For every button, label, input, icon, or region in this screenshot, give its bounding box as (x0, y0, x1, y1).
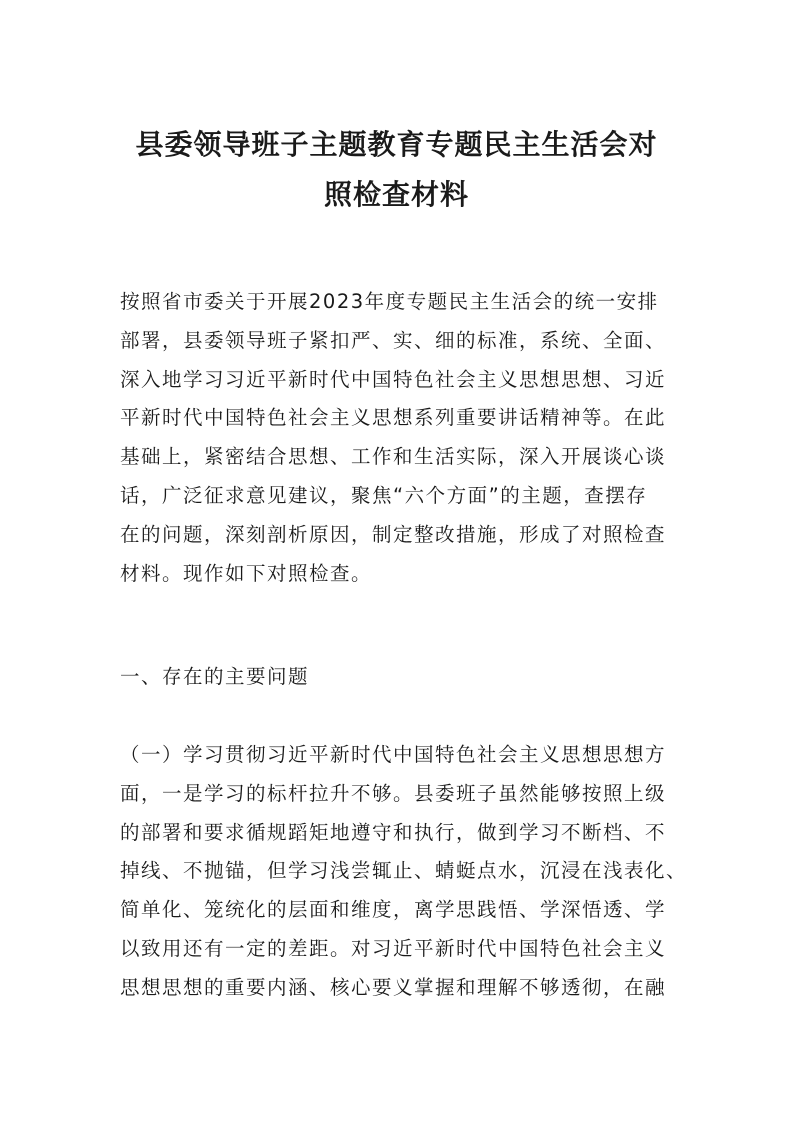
paragraph-line: 基础上，紧密结合思想、工作和生活实际，深入开展谈心谈 (120, 445, 667, 469)
document-title (100, 120, 693, 220)
paragraph-line: 掉线、不抛锚，但学习浅尝辄止、蜻蜓点水，沉浸在浅表化、 (120, 859, 688, 883)
paragraph-line: 深入地学习习近平新时代中国特色社会主义思想思想、习近 (120, 367, 667, 391)
paragraph-line: 材料。现作如下对照检查。 (120, 561, 373, 585)
title-line: 照检查材料 (323, 178, 469, 211)
paragraph-line: 简单化、笼统化的层面和维度，离学思践悟、学深悟透、学 (120, 898, 667, 922)
paragraph-line: 平新时代中国特色社会主义思想系列重要讲话精神等。在此 (120, 406, 667, 430)
paragraph-line: 按照省市委关于开展2023年度专题民主生活会的统一安排 (120, 290, 659, 313)
paragraph-line: 话，广泛征求意见建议，聚焦“六个方面”的主题，查摆存 (120, 483, 648, 507)
paragraph-line: 部署，县委领导班子紧扣严、实、细的标准，系统、全面、 (120, 328, 667, 352)
section-heading: 一、存在的主要问题 (120, 665, 310, 688)
paragraph-line: 在的问题，深刻剖析原因，制定整改措施，形成了对照检查 (120, 522, 667, 546)
paragraph-line: 面，一是学习的标杆拉升不够。县委班子虽然能够按照上级 (120, 781, 667, 805)
paragraph-line: 思想思想的重要内涵、核心要义掌握和理解不够透彻，在融 (120, 975, 667, 999)
paragraph-line: 的部署和要求循规蹈矩地遵守和执行，做到学习不断档、不 (120, 820, 667, 844)
title-line: 县委领导班子主题教育专题民主生活会对 (135, 128, 658, 161)
intro-paragraph (120, 283, 678, 593)
section-paragraph (120, 736, 688, 1008)
paragraph-line: （一）学习贯彻习近平新时代中国特色社会主义思想思想方 (120, 743, 667, 766)
paragraph-line: 以致用还有一定的差距。对习近平新时代中国特色社会主义 (120, 936, 667, 960)
